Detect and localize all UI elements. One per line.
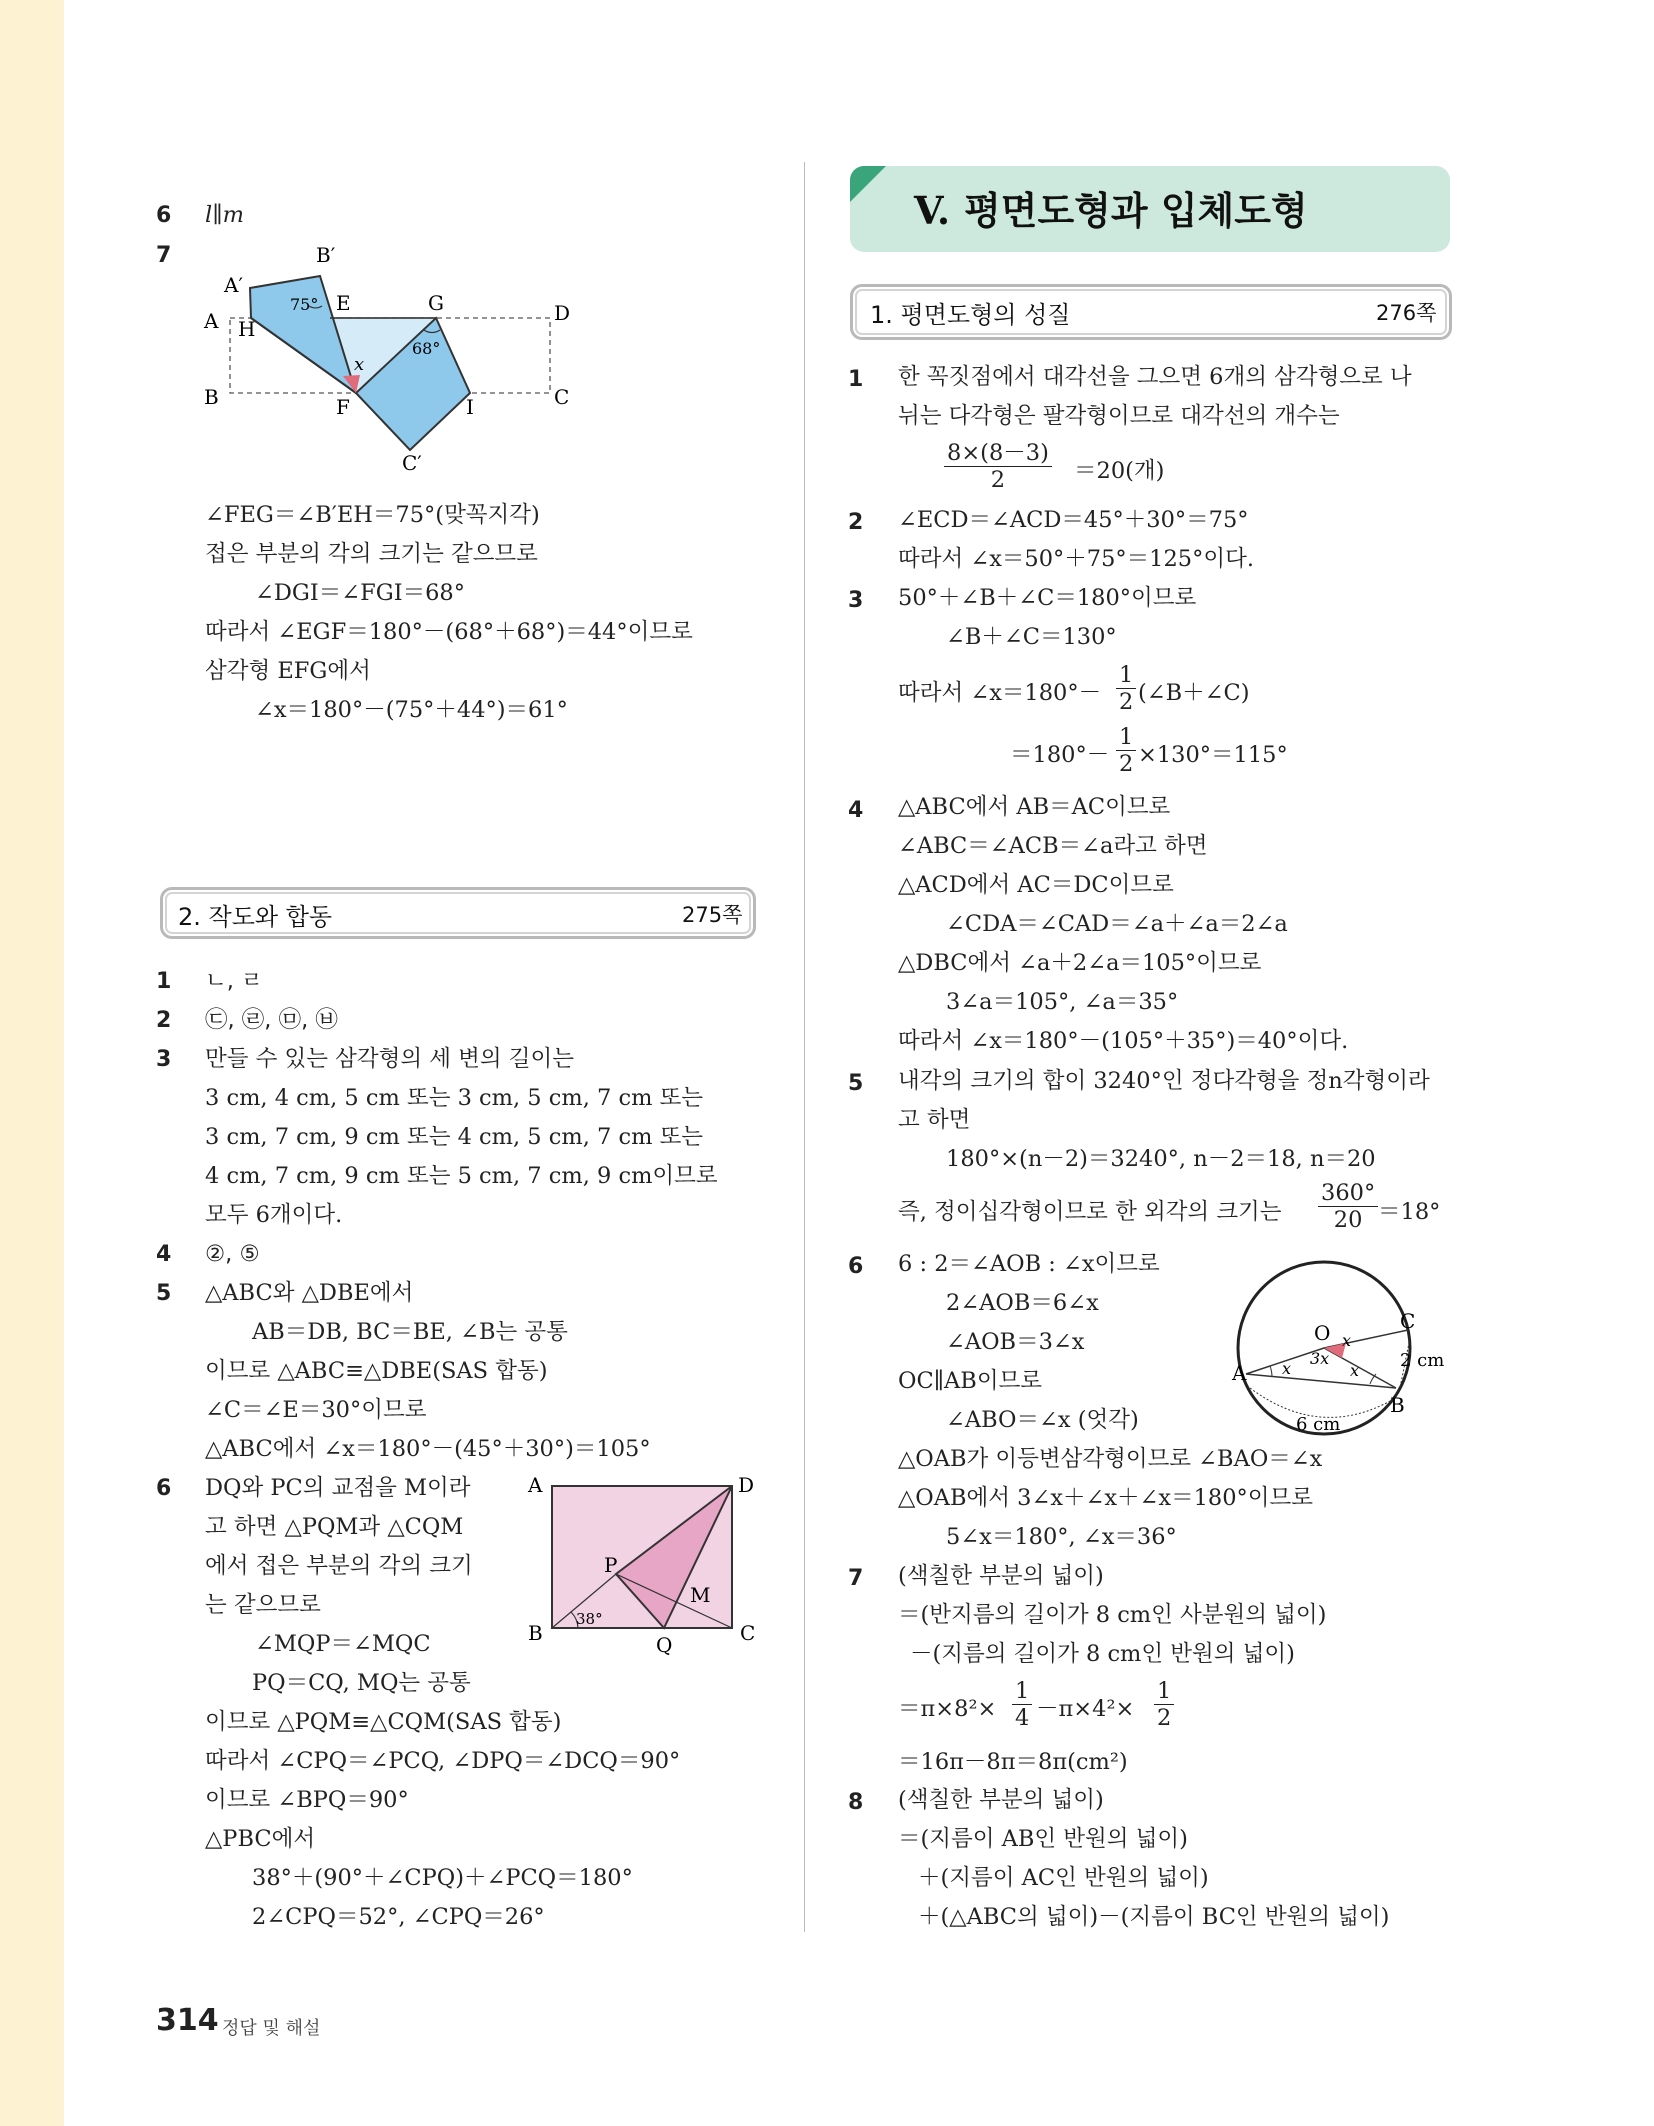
solution-line: ∠B＋∠C＝130° [946,624,1117,650]
chapter-header [850,166,1450,252]
solution-line: 모두 6개이다. [205,1202,343,1228]
label-75: 75° [290,295,319,314]
solution-line: ＝180°－ [1010,742,1110,768]
solution-line: ＋(지름이 AC인 반원의 넓이) [918,1865,1209,1891]
solution-line: ∠CDA＝∠CAD＝∠a＋∠a＝2∠a [946,911,1288,937]
label-a: A [1232,1361,1247,1385]
question-number: 2 [848,510,864,535]
question-number: 4 [156,1242,172,1267]
solution-line: (∠B＋∠C) [1138,680,1250,706]
label-2cm: 2 cm [1400,1350,1445,1371]
question-number: 5 [848,1071,864,1096]
solution-line: 내각의 크기의 합이 3240°인 정다각형을 정n각형이라 [898,1068,1430,1094]
answer-text: ②, ⑤ [205,1241,260,1267]
solution-line: 이므로 △PQM≡△CQM(SAS 합동) [205,1709,562,1735]
solution-line: 고 하면 △PQM과 △CQM [205,1514,464,1540]
solution-line: △DBC에서 ∠a＋2∠a＝105°이므로 [898,950,1262,976]
question-number: 2 [156,1008,172,1033]
question-number: 6 [848,1254,864,1279]
question-number: 4 [848,798,864,823]
solution-line: ＝(반지름의 길이가 8 cm인 사분원의 넓이) [898,1602,1327,1628]
solution-line: －(지름의 길이가 8 cm인 반원의 넓이) [910,1641,1295,1667]
solution-line: 고 하면 [898,1107,971,1133]
solution-line: ∠DGI＝∠FGI＝68° [255,580,465,606]
solution-line: ∠C＝∠E＝30°이므로 [205,1397,427,1423]
label-c: C [554,385,570,409]
solution-line: DQ와 PC의 교점을 M이라 [205,1475,471,1501]
solution-line: 5∠x＝180°, ∠x＝36° [946,1524,1177,1550]
label-f: F [336,395,350,419]
label-p: P [604,1553,618,1577]
section-page-ref: 276쪽 [1376,301,1437,325]
solution-line: 즉, 정이십각형이므로 한 외각의 크기는 [898,1199,1282,1225]
question-number: 1 [848,367,864,392]
solution-line: ∠AOB＝3∠x [946,1329,1085,1355]
solution-line: △ABC와 △DBE에서 [205,1280,414,1306]
label-6cm: 6 cm [1296,1414,1341,1435]
question-number: 8 [848,1790,864,1815]
solution-line: 따라서 ∠x＝50°＋75°＝125°이다. [898,546,1254,572]
solution-line: (색칠한 부분의 넓이) [898,1563,1104,1589]
footer-label: 정답 및 해설 [222,2018,321,2039]
label-x-top: x [1342,1331,1352,1350]
solution-line: ∠FEG＝∠B′EH＝75°(맞꼭지각) [205,502,540,528]
section-title: 2. 작도와 합동 [178,903,333,931]
label-e: E [336,291,351,315]
solution-line: 뉘는 다각형은 팔각형이므로 대각선의 개수는 [898,403,1340,429]
solution-line: 한 꼭짓점에서 대각선을 그으면 6개의 삼각형으로 나 [898,364,1412,390]
page-number: 314 [156,2003,219,2038]
folded-square-figure [520,1466,760,1662]
question-number: 3 [848,588,864,613]
answer-text: l∥m [205,202,244,228]
page-margin-strip [0,0,64,2126]
solution-line: △ACD에서 AC＝DC이므로 [898,872,1174,898]
label-b: B [528,1621,543,1645]
question-number: 5 [156,1281,172,1306]
solution-line: 4 cm, 7 cm, 9 cm 또는 5 cm, 7 cm, 9 cm이므로 [205,1163,718,1189]
column-divider [804,162,805,1932]
label-d: D [554,301,571,325]
label-b-prime: B′ [316,243,336,267]
label-d: D [738,1473,755,1497]
label-68: 68° [412,339,441,358]
label-b: B [204,385,219,409]
question-number: 6 [156,203,172,228]
solution-line: 이므로 ∠BPQ＝90° [205,1787,409,1813]
fraction: $\frac{360^\circ}{20}$ [1318,1180,1378,1233]
fraction: $\frac{1}{2}$ [1116,724,1136,777]
label-i: I [466,395,474,419]
solution-line: 는 같으므로 [205,1592,321,1618]
solution-line: PQ＝CQ, MQ는 공통 [252,1670,471,1696]
solution-line: 3 cm, 7 cm, 9 cm 또는 4 cm, 5 cm, 7 cm 또는 [205,1124,704,1150]
label-3x: 3x [1310,1349,1330,1368]
solution-line: 3 cm, 4 cm, 5 cm 또는 3 cm, 5 cm, 7 cm 또는 [205,1085,704,1111]
solution-line: 38°＋(90°＋∠CPQ)＋∠PCQ＝180° [252,1865,633,1891]
label-38: 38° [576,1610,603,1628]
question-number: 3 [156,1047,172,1072]
question-number: 7 [848,1566,864,1591]
solution-line: ∠x＝180°－(75°＋44°)＝61° [255,697,568,723]
label-a-prime: A′ [224,273,243,297]
solution-line: ×130°＝115° [1138,742,1288,768]
fraction: $\frac{8\times(8-3)}{2}$ [944,440,1052,493]
section-title: 1. 평면도형의 성질 [870,301,1071,329]
solution-line: △ABC에서 AB＝AC이므로 [898,794,1171,820]
solution-line: 삼각형 EFG에서 [205,658,371,684]
solution-line: 만들 수 있는 삼각형의 세 변의 길이는 [205,1046,574,1072]
label-m: M [690,1583,711,1607]
fraction: $\frac{1}{4}$ [1012,1678,1032,1731]
answer-text: ㉢, ㉣, ㉤, ㉥ [205,1007,338,1033]
folded-rectangle-figure [190,236,590,480]
label-a: A [204,309,219,333]
solution-line: 접은 부분의 각의 크기는 같으므로 [205,541,538,567]
chapter-accent [850,166,886,202]
solution-line: ＝π×8²× [898,1696,997,1722]
solution-line: ＝16π－8π＝8π(cm²) [898,1749,1128,1775]
chapter-title: V. 평면도형과 입체도형 [914,188,1308,233]
solution-line: ∠MQP＝∠MQC [255,1631,431,1657]
solution-line: 180°×(n－2)＝3240°, n－2＝18, n＝20 [946,1146,1376,1172]
label-x-right: x [1350,1361,1360,1380]
question-number: 6 [156,1476,172,1501]
solution-line: 6 : 2＝∠AOB : ∠x이므로 [898,1251,1160,1277]
solution-line: ＝(지름이 AB인 반원의 넓이) [898,1826,1188,1852]
label-x: x [354,354,365,375]
label-g: G [428,291,444,315]
solution-line: ∠ABO＝∠x (엇각) [946,1407,1139,1433]
label-c: C [740,1621,756,1645]
label-b: B [1390,1393,1405,1417]
label-a: A [528,1473,543,1497]
solution-line: ∠ABC＝∠ACB＝∠a라고 하면 [898,833,1208,859]
label-c-prime: C′ [402,451,422,475]
solution-line: 따라서 ∠x＝180°－ [898,680,1102,706]
label-x-left: x [1282,1359,1292,1378]
label-h: H [238,317,256,341]
fraction: $\frac{1}{2}$ [1116,662,1136,715]
solution-line: △ABC에서 ∠x＝180°－(45°＋30°)＝105° [205,1436,651,1462]
solution-line: 2∠AOB＝6∠x [946,1290,1099,1316]
solution-line: ＝18° [1378,1199,1441,1225]
label-c: C [1400,1309,1416,1333]
question-number: 7 [156,243,172,268]
solution-line: 50°＋∠B＋∠C＝180°이므로 [898,585,1197,611]
solution-line: △OAB에서 3∠x＋∠x＋∠x＝180°이므로 [898,1485,1313,1511]
solution-line: OC∥AB이므로 [898,1368,1043,1394]
solution-line: △PBC에서 [205,1826,316,1852]
fraction: $\frac{1}{2}$ [1154,1678,1174,1731]
solution-line: 3∠a＝105°, ∠a＝35° [946,989,1179,1015]
solution-line: ＝20(개) [1074,458,1165,484]
solution-line: 이므로 △ABC≡△DBE(SAS 합동) [205,1358,548,1384]
solution-line: 2∠CPQ＝52°, ∠CPQ＝26° [252,1904,545,1930]
question-number: 1 [156,969,172,994]
solution-line: ＋(△ABC의 넓이)－(지름이 BC인 반원의 넓이) [918,1904,1390,1930]
circle-figure [1228,1252,1458,1444]
solution-line: 에서 접은 부분의 각의 크기 [205,1553,473,1579]
answer-text: ㄴ, ㄹ [205,968,263,994]
solution-line: AB＝DB, BC＝BE, ∠B는 공통 [252,1319,568,1345]
label-q: Q [656,1633,673,1657]
section-page-ref: 275쪽 [682,903,743,927]
solution-line: △OAB가 이등변삼각형이므로 ∠BAO＝∠x [898,1446,1323,1472]
solution-line: ∠ECD＝∠ACD＝45°＋30°＝75° [898,507,1249,533]
solution-line: 따라서 ∠CPQ＝∠PCQ, ∠DPQ＝∠DCQ＝90° [205,1748,681,1774]
solution-line: 따라서 ∠x＝180°－(105°＋35°)＝40°이다. [898,1028,1349,1054]
solution-line: －π×4²× [1036,1696,1135,1722]
solution-line: (색칠한 부분의 넓이) [898,1787,1104,1813]
solution-line: 따라서 ∠EGF＝180°－(68°＋68°)＝44°이므로 [205,619,693,645]
label-o: O [1314,1321,1331,1345]
